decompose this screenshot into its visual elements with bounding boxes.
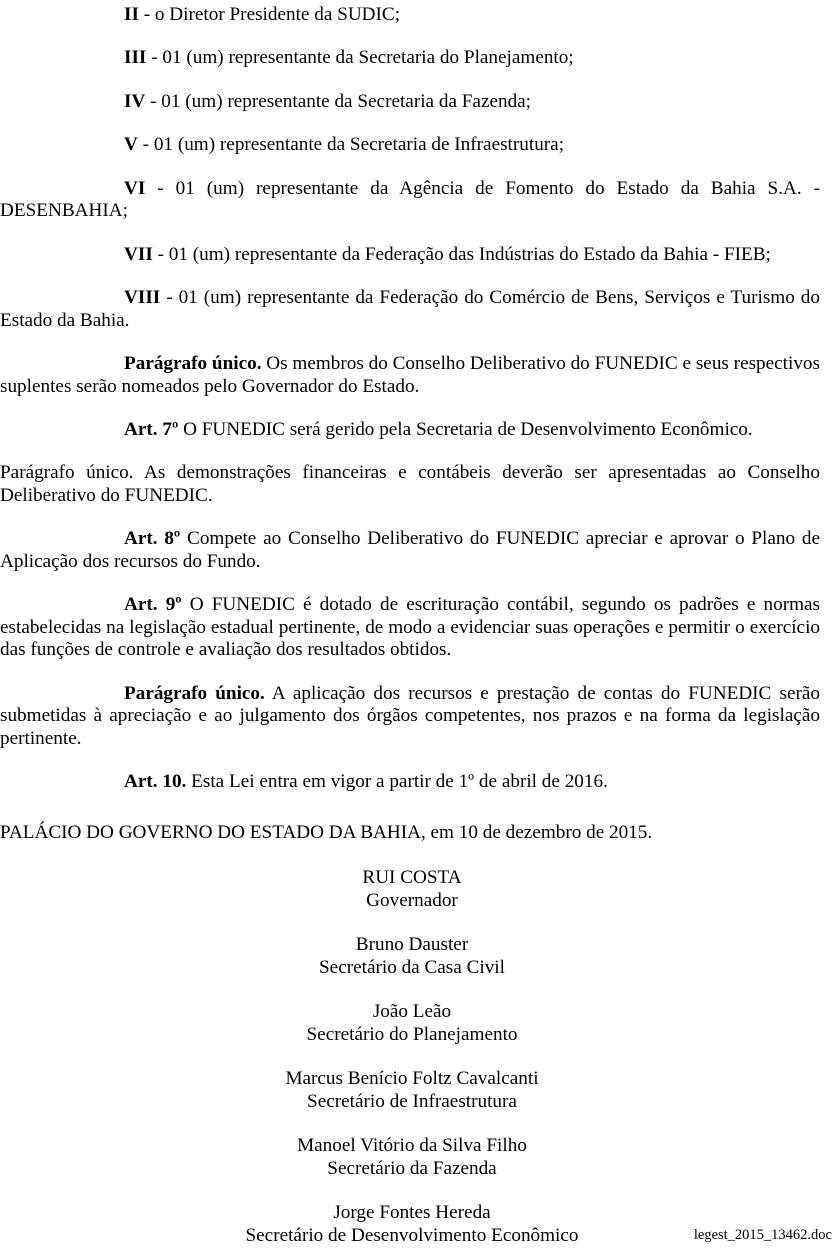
- item-lead-numeral: VIII: [124, 287, 161, 309]
- list-item-ii: [0, 4, 820, 26]
- signatory-role: Secretário da Fazenda: [327, 1158, 497, 1180]
- article-text: Compete ao Conselho Deliberativo do FUNEDIC apreciar e aprovar o Plano de Aplicação dos recursos do Fundo.: [0, 528, 820, 572]
- item-text: - 01 (um) representante da Federação das Indústrias do Estado da Bahia - FIEB;: [152, 243, 771, 265]
- signatory-name: João Leão: [372, 1001, 452, 1023]
- list-item-viii: [0, 287, 820, 332]
- signatory-role: Governador: [366, 890, 458, 912]
- item-text: - o Diretor Presidente da SUDIC;: [138, 4, 401, 25]
- list-item-iii: [0, 47, 820, 69]
- paragraph-lead-label: Parágrafo único.: [124, 353, 262, 375]
- signatory-name: RUI COSTA: [362, 867, 462, 888]
- item-text: - 01 (um) representante da Agência de Fomento do Estado da Bahia S.A. - DESENBAHIA;: [0, 177, 820, 222]
- item-text: - 01 (um) representante da Secretaria da Fazenda;: [145, 90, 532, 112]
- item-lead-numeral: II: [124, 4, 139, 25]
- item-text: - 01 (um) representante da Federação do Comércio de Bens, Serviços e Turismo do Estado da Bahia.: [0, 287, 820, 331]
- list-item-vii: [0, 244, 820, 266]
- article-lead-label: Art. 9º: [124, 594, 182, 616]
- signature-entry: [0, 1000, 824, 1046]
- article-art-8: [0, 528, 820, 573]
- signature-entry: [0, 866, 824, 912]
- article-art-9: [0, 594, 820, 661]
- signatory-name: Bruno Dauster: [355, 934, 469, 956]
- item-lead-numeral: III: [124, 47, 147, 69]
- signature-entry: [0, 1067, 824, 1113]
- item-lead-numeral: V: [124, 134, 138, 156]
- item-text: - 01 (um) representante da Secretaria de Infraestrutura;: [137, 134, 565, 156]
- signatory-role: Secretário do Planejamento: [306, 1024, 518, 1046]
- paragraph-text: Parágrafo único. As demonstrações financeiras e contábeis deverão ser apresentadas ao Conselho Deliberativo do FUNEDIC.: [0, 462, 820, 506]
- paragraph-lead-label: Parágrafo único.: [124, 682, 265, 704]
- footer-filename: legest_2015_13462.doc: [693, 1226, 832, 1243]
- signatory-role: Secretário da Casa Civil: [319, 957, 505, 979]
- item-lead-numeral: IV: [124, 90, 146, 112]
- signature-entry: [0, 933, 824, 979]
- item-text: - 01 (um) representante da Secretaria do Planejamento;: [146, 47, 574, 69]
- article-text: O FUNEDIC será gerido pela Secretaria de Desenvolvimento Econômico.: [178, 418, 753, 440]
- signatory-role: Secretário de Infraestrutura: [307, 1091, 517, 1113]
- signatory-name: Manoel Vitório da Silva Filho: [297, 1135, 527, 1157]
- paragraph-paragrafo-unico-3: [0, 683, 820, 750]
- signatory-name: Jorge Fontes Hereda: [333, 1202, 491, 1224]
- article-art-7: [0, 419, 820, 441]
- article-lead-label: Art. 10.: [124, 770, 187, 792]
- item-lead-numeral: VII: [124, 243, 153, 265]
- signatory-name: Marcus Benício Foltz Cavalcanti: [285, 1068, 539, 1090]
- article-lead-label: Art. 8º: [124, 528, 181, 550]
- paragraph-paragrafo-unico-2: [0, 462, 820, 507]
- list-item-iv: [0, 91, 820, 113]
- article-art-10: [0, 771, 820, 793]
- signature-entry: [0, 1134, 824, 1180]
- item-lead-numeral: VI: [124, 177, 146, 199]
- place-and-date-line: PALÁCIO DO GOVERNO DO ESTADO DA BAHIA, em 10 de dezembro de 2015.: [0, 822, 653, 844]
- paragraph-paragrafo-unico-1: [0, 353, 820, 398]
- article-text: Esta Lei entra em vigor a partir de 1º de abril de 2016.: [186, 770, 608, 792]
- article-text: O FUNEDIC é dotado de escrituração contábil, segundo os padrões e normas estabelecidas na legislação estadual pertinente, de modo a evidenciar suas operações e permitir o exercício das funções de controle e avaliação dos resultados obtidos.: [0, 594, 820, 661]
- paragraph-text: Os membros do Conselho Deliberativo do FUNEDIC e seus respectivos suplentes serão nomeados pelo Governador do Estado.: [0, 353, 820, 397]
- signatory-role: Secretário de Desenvolvimento Econômico: [245, 1225, 579, 1247]
- list-item-v: [0, 134, 820, 156]
- paragraph-text: A aplicação dos recursos e prestação de contas do FUNEDIC serão submetidas à apreciação e ao julgamento dos órgãos competentes, nos prazos e na forma da legislação pertinente.: [0, 682, 820, 749]
- article-lead-label: Art. 7º: [124, 418, 179, 440]
- list-item-vi: [0, 178, 820, 223]
- signature-block: [0, 866, 824, 1254]
